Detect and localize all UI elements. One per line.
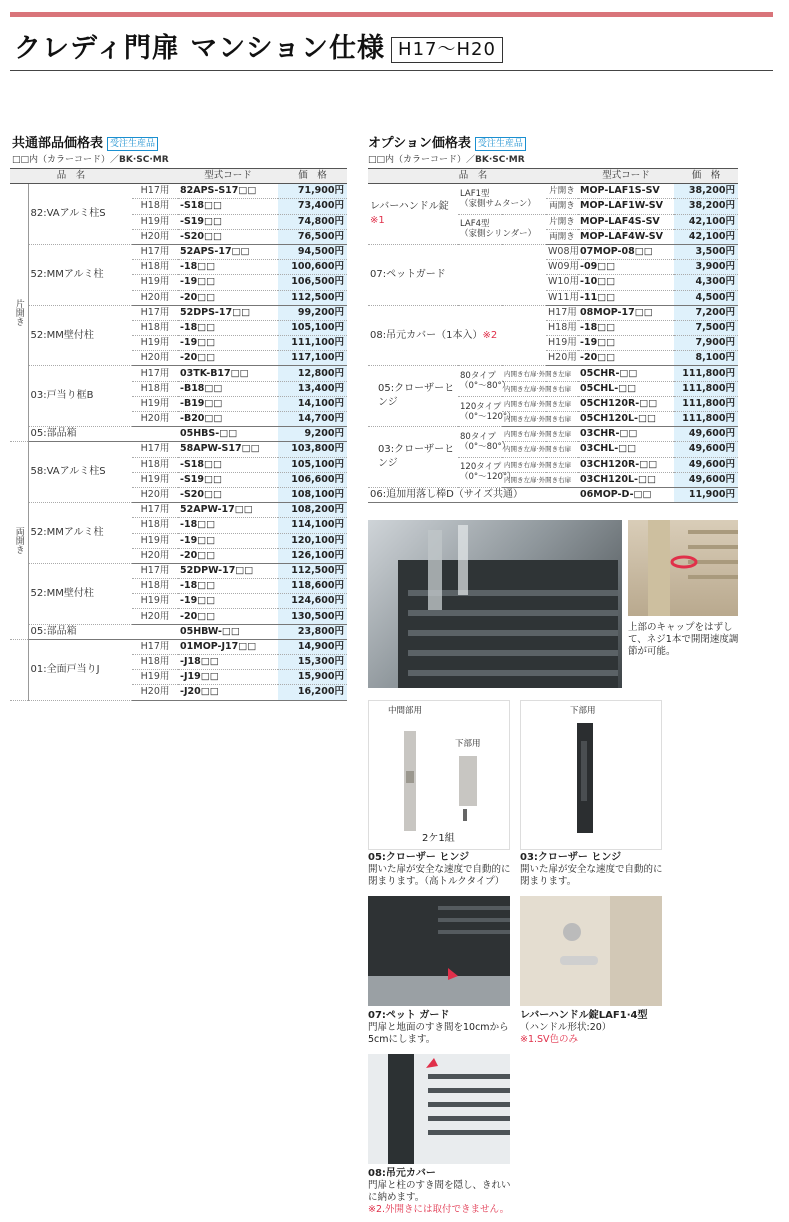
col-price: 価 格 [674,169,738,184]
open-type: 片開き [546,214,578,229]
height-use: H19用 [132,396,178,411]
height-use: H17用 [132,639,178,654]
height-use: H19用 [132,214,178,229]
model-code: -S20□□ [178,229,278,244]
price: 99,200円 [278,305,347,320]
model-code: MOP-LAF1S-SV [578,184,674,199]
closer03-name: 03:クローザーヒンジ [368,427,458,488]
open-side-label [10,639,28,700]
col-name: 品 名 [368,169,578,184]
price: 14,100円 [278,396,347,411]
price: 108,200円 [278,503,347,518]
item-name: 58:VAアルミ柱S [28,442,132,503]
model-code: MOP-LAF1W-SV [578,199,674,214]
price: 71,900円 [278,184,347,199]
model-code: -20□□ [178,351,278,366]
hinge-cover-photo [368,1054,510,1164]
common-parts-heading: 共通部品価格表 受注生産品 [12,132,158,151]
model-code: -S20□□ [178,487,278,502]
mid-label: 中間部用 [388,706,423,716]
direction: 内開き左扉·外開き右扉 [502,472,578,487]
title-divider [10,70,773,71]
price: 103,800円 [278,442,347,457]
model-code: -18□□ [578,320,674,335]
lever-handle-photo [520,896,662,1006]
model-code: 03CHL-□□ [578,442,674,457]
open-type: 両開き [546,229,578,244]
price: 4,300円 [674,275,738,290]
size: W09用 [546,260,578,275]
closer03-80: 80タイプ （0°〜80°） [458,427,502,457]
option-heading: オプション価格表 受注生産品 [368,132,526,151]
model-code: 05CH120L-□□ [578,412,674,427]
model-code: -09□□ [578,260,674,275]
col-code: 型式コード [578,169,674,184]
made-to-order-tag: 受注生産品 [475,137,526,151]
height-use: H19用 [132,472,178,487]
height-use: H18用 [132,260,178,275]
price: 49,600円 [674,472,738,487]
model-code: -19□□ [178,275,278,290]
item-name: 52:MMアルミ柱 [28,244,132,305]
model-code: -18□□ [178,320,278,335]
closer03-hinge-photo [520,700,662,850]
laf4-type: LAF4型 （家側シリンダー） [458,214,546,244]
model-code: 05HBS-□□ [178,427,278,442]
model-code: -19□□ [578,336,674,351]
model-code: -11□□ [578,290,674,305]
price: 14,900円 [278,639,347,654]
price: 100,600円 [278,260,347,275]
bottom-label: 下部用 [570,706,596,716]
direction: 内開き左扉·外開き右扉 [502,442,578,457]
top-accent-bar [10,12,773,17]
model-code: -B20□□ [178,412,278,427]
size: W10用 [546,275,578,290]
closer03-120: 120タイプ （0°〜120°） [458,457,502,487]
drop-bolt-name: 06:追加用落し棒D（サイズ共通） [368,487,578,502]
height-use: H20用 [132,290,178,305]
price: 7,500円 [674,320,738,335]
price: 111,800円 [674,396,738,411]
model-code: 52APW-17□□ [178,503,278,518]
price: 105,100円 [278,457,347,472]
cap-adjust-photo [628,520,738,616]
cap-adjust-caption: 上部のキャップをはずして、ネジ1本で開閉速度調節が可能。 [628,622,739,657]
height-use: H19用 [132,670,178,685]
height-use: H18用 [132,457,178,472]
price: 112,500円 [278,290,347,305]
page-title: クレディ門扉 マンション仕様 H17〜H20 [14,26,503,65]
height-use: H20用 [132,351,178,366]
model-code: 05HBW-□□ [178,624,278,639]
height-use: H17用 [132,366,178,381]
price: 3,500円 [674,244,738,259]
title-badge: H17〜H20 [391,37,503,63]
price: 106,600円 [278,472,347,487]
hinge-cover-name: 08:吊元カバー（1本入）※2 [368,305,546,366]
price: 15,300円 [278,655,347,670]
model-code: -J20□□ [178,685,278,700]
model-code: 05CHL-□□ [578,381,674,396]
col-use [132,169,178,184]
direction: 内開き右扉·外開き左扉 [502,366,578,381]
model-code: 52DPW-17□□ [178,563,278,578]
item-name: 05:部品箱 [28,427,178,442]
height-use: H19用 [132,533,178,548]
price: 3,900円 [674,260,738,275]
closer03-caption: 03:クローザー ヒンジ 開いた扉が安全な速度で自動的に閉まります。 [520,852,663,887]
option-price-table [368,168,738,503]
price: 42,100円 [674,214,738,229]
col-price: 価 格 [278,169,347,184]
color-code-note: □□内（カラーコード）／BK·SC·MR [368,155,525,165]
height-use: H17用 [132,305,178,320]
price: 76,500円 [278,229,347,244]
item-name: 01:全面戸当りJ [28,639,132,700]
height-use: H17用 [132,442,178,457]
price: 11,900円 [674,487,738,502]
height-use: H20用 [132,685,178,700]
price: 112,500円 [278,563,347,578]
direction: 内開き右扉·外開き左扉 [502,427,578,442]
height-use: H20用 [132,548,178,563]
model-code: 03CH120L-□□ [578,472,674,487]
model-code: -S18□□ [178,457,278,472]
model-code: -J18□□ [178,655,278,670]
size: W08用 [546,244,578,259]
height-use: H19用 [132,594,178,609]
height-use: H18用 [132,199,178,214]
model-code: -18□□ [178,579,278,594]
bottom-label: 下部用 [455,739,481,749]
lever-handle-caption: レバーハンドル錠LAF1·4型 （ハンドル形状:20） ※1.SV色のみ [520,1010,648,1045]
model-code: 52APS-17□□ [178,244,278,259]
direction: 内開き右扉·外開き左扉 [502,396,578,411]
price: 14,700円 [278,412,347,427]
price: 49,600円 [674,457,738,472]
lever-handle-name: レバーハンドル錠 ※1 [368,184,458,245]
open-side-label: 片開き [10,184,28,442]
direction: 内開き左扉·外開き右扉 [502,412,578,427]
item-name: 52:MM壁付柱 [28,563,132,624]
price: 7,900円 [674,336,738,351]
model-code: 52DPS-17□□ [178,305,278,320]
model-code: 05CHR-□□ [578,366,674,381]
size: H17用 [546,305,578,320]
model-code: -B19□□ [178,396,278,411]
height-use: H20用 [132,487,178,502]
gate-closeup-photo [368,520,622,688]
height-use: H18用 [132,655,178,670]
model-code: 07MOP-08□□ [578,244,674,259]
price: 13,400円 [278,381,347,396]
model-code: 08MOP-17□□ [578,305,674,320]
model-code: -19□□ [178,533,278,548]
price: 111,800円 [674,412,738,427]
model-code: -18□□ [178,260,278,275]
price: 111,800円 [674,381,738,396]
item-name: 05:部品箱 [28,624,178,639]
model-code: 06MOP-D-□□ [578,487,674,502]
model-code: -B18□□ [178,381,278,396]
item-name: 52:MM壁付柱 [28,305,132,366]
height-use: H20用 [132,229,178,244]
closer05-name: 05:クローザーヒンジ [368,366,458,427]
model-code: -20□□ [178,548,278,563]
price: 49,600円 [674,442,738,457]
col-code: 型式コード [178,169,278,184]
laf1-type: LAF1型 （家側サムターン） [458,184,546,214]
model-code: -10□□ [578,275,674,290]
price: 105,100円 [278,320,347,335]
col-name: 品 名 [10,169,132,184]
item-name: 82:VAアルミ柱S [28,184,132,245]
price: 15,900円 [278,670,347,685]
size: H18用 [546,320,578,335]
price: 42,100円 [674,229,738,244]
model-code: -20□□ [178,609,278,624]
model-code: 82APS-S17□□ [178,184,278,199]
price: 49,600円 [674,427,738,442]
price: 114,100円 [278,518,347,533]
item-name: 52:MMアルミ柱 [28,503,132,564]
common-parts-price-table [10,168,347,701]
price: 7,200円 [674,305,738,320]
height-use: H20用 [132,412,178,427]
model-code: 03CHR-□□ [578,427,674,442]
open-type: 両開き [546,199,578,214]
model-code: MOP-LAF4W-SV [578,229,674,244]
model-code: -20□□ [578,351,674,366]
model-code: -19□□ [178,594,278,609]
model-code: -18□□ [178,518,278,533]
height-use: H17用 [132,244,178,259]
model-code: -S19□□ [178,472,278,487]
price: 12,800円 [278,366,347,381]
model-code: -19□□ [178,336,278,351]
size: H20用 [546,351,578,366]
price: 73,400円 [278,199,347,214]
price: 4,500円 [674,290,738,305]
height-use: H18用 [132,518,178,533]
height-use: H19用 [132,275,178,290]
model-code: -S19□□ [178,214,278,229]
height-use: H17用 [132,563,178,578]
direction: 内開き右扉·外開き左扉 [502,457,578,472]
price: 9,200円 [278,427,347,442]
price: 126,100円 [278,548,347,563]
price: 108,100円 [278,487,347,502]
model-code: -J19□□ [178,670,278,685]
price: 124,600円 [278,594,347,609]
made-to-order-tag: 受注生産品 [107,137,158,151]
price: 120,100円 [278,533,347,548]
price: 118,600円 [278,579,347,594]
price: 106,500円 [278,275,347,290]
closer05-hinge-photo [368,700,510,850]
model-code: 01MOP-J17□□ [178,639,278,654]
height-use: H18用 [132,381,178,396]
pet-guard-caption: 07:ペット ガード 門扉と地面のすき間を10cmから5cmにします。 [368,1010,509,1045]
price: 94,500円 [278,244,347,259]
height-use: H19用 [132,336,178,351]
pet-guard-photo [368,896,510,1006]
set-label: 2ケ1組 [422,833,455,844]
closer05-120: 120タイプ （0°〜120°） [458,396,502,426]
price: 111,100円 [278,336,347,351]
height-use: H20用 [132,609,178,624]
price: 74,800円 [278,214,347,229]
model-code: -20□□ [178,290,278,305]
price: 38,200円 [674,184,738,199]
height-use: H18用 [132,320,178,335]
closer05-80: 80タイプ （0°〜80°） [458,366,502,396]
height-use: H17用 [132,184,178,199]
price: 8,100円 [674,351,738,366]
item-name: 03:戸当り框B [28,366,132,427]
size: H19用 [546,336,578,351]
model-code: -S18□□ [178,199,278,214]
open-side-label: 両開き [10,442,28,639]
closer05-caption: 05:クローザー ヒンジ 開いた扉が安全な速度で自動的に閉まります。（高トルクタイプ） [368,852,511,887]
pet-guard-name: 07:ペットガード [368,244,546,305]
hinge-cover-caption: 08:吊元カバー 門扉と柱のすき間を隠し、きれいに納めます。 ※2.外開きには取付できません。 [368,1168,511,1215]
price: 130,500円 [278,609,347,624]
model-code: 03CH120R-□□ [578,457,674,472]
size: W11用 [546,290,578,305]
price: 38,200円 [674,199,738,214]
height-use: H18用 [132,579,178,594]
direction: 内開き左扉·外開き右扉 [502,381,578,396]
price: 117,100円 [278,351,347,366]
model-code: 03TK-B17□□ [178,366,278,381]
open-type: 片開き [546,184,578,199]
price: 16,200円 [278,685,347,700]
price: 111,800円 [674,366,738,381]
price: 23,800円 [278,624,347,639]
height-use: H17用 [132,503,178,518]
model-code: 05CH120R-□□ [578,396,674,411]
color-code-note: □□内（カラーコード）／BK·SC·MR [12,155,169,165]
model-code: 58APW-S17□□ [178,442,278,457]
model-code: MOP-LAF4S-SV [578,214,674,229]
